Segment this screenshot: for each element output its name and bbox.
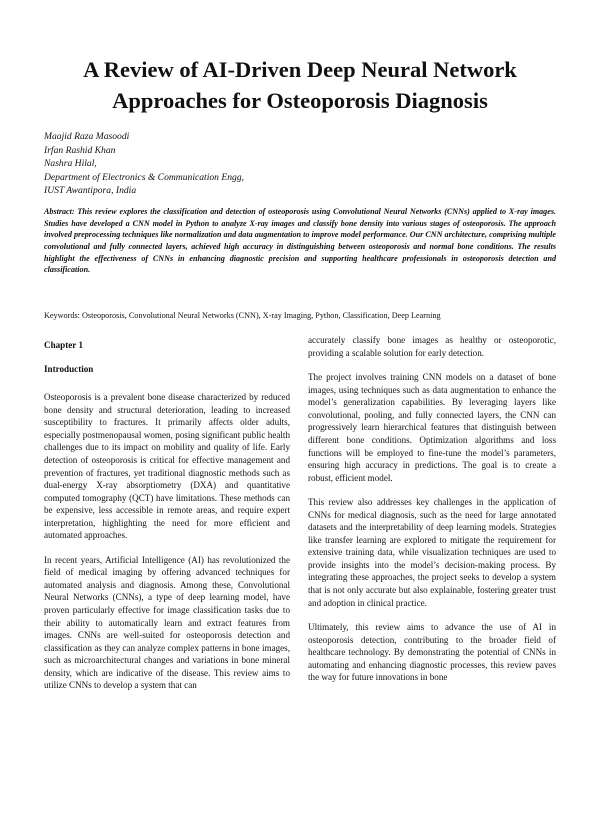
body-paragraph: The project involves training CNN models on a dataset of bone images, using techniques such as data augmentation to enhance the model’s generalization capabilities. By leveraging layers like convolutional, pooling, and fully connected layers, the CNN can progressively learn hierarchical features that distinguish between different bone conditions. Optimization algorithms and loss functions will be employed to fine-tune the model’s parameters, ensuring high accuracy in predictions. The goal is to create a robust, efficient model. — [308, 372, 556, 483]
paper-page — [0, 54, 600, 830]
author-location: IUST Awantipora, India — [44, 185, 137, 197]
right-column — [308, 334, 556, 704]
author-name: Maajid Raza Masoodi — [44, 131, 130, 142]
paper-title: A Review of AI-Driven Deep Neural Network Approaches for Osteoporosis Diagnosis — [83, 57, 517, 113]
body-paragraph: Ultimately, this review aims to advance the use of AI in osteoporosis detection, contributing to the broader field of healthcare technology. By demonstrating the potential of CNNs in automating and enhancing diagnostic processes, this review paves the way for future innovations in bone — [308, 622, 556, 683]
body-paragraph: In recent years, Artificial Intelligence (AI) has revolutionized the field of medical imaging by offering advanced techniques for automated analysis and diagnosis. Among these, Convolutional Neural Networks (CNNs), a type of deep learning model, have proven particularly effective for image classification tasks due to their ability to automatically learn and extract features from images. CNNs are well-suited for osteoporosis detection and classification as they can analyze complex patterns in bone images, such as microarchitectural changes and variations in bone mineral density, which are indicative of the disease. This review aims to utilize CNNs to develop a system that can — [44, 554, 290, 691]
author-name: Nashra Hilal, — [44, 158, 97, 170]
author-affiliation: Department of Electronics & Communication Engg, — [44, 171, 245, 183]
abstract: Abstract: This review explores the classification and detection of osteoporosis using Convolutional Neural Networks (CNNs) applied to X-ray images. Studies have developed a CNN model in Python to analyze X-ray images and classify bone density into various stages of osteoporosis. The approach involved preprocessing techniques like normalization and data augmentation to improve model performance. Our CNN architecture, comprising multiple convolutional and fully connected layers, achieved high accuracy in distinguishing between osteoporosis and normal bone conditions. The results highlight the effectiveness of CNNs in enhancing diagnostic precision and supporting healthcare professionals in osteoporosis detection and classification. — [44, 206, 556, 275]
body-paragraph: Osteoporosis is a prevalent bone disease characterized by reduced bone density and structural deterioration, leading to increased susceptibility to fractures. It primarily affects older adults, especially postmenopausal women, posing significant public health challenges due to its impact on mobility and quality of life. Early detection of osteoporosis is critical for effective management and prevention of fractures, yet traditional diagnostic methods such as dual-energy X-ray absorptiometry (DXA) and quantitative computed tomography (QCT) have limitations. These methods can be expensive, less accessible in remote areas, and require expert interpretation, highlighting the need for more efficient and automated approaches. — [44, 392, 290, 541]
author-name: Irfan Rashid Khan — [44, 144, 116, 156]
author-block — [44, 130, 556, 198]
left-column — [44, 334, 290, 704]
keywords: Keywords: Osteoporosis, Convolutional Neural Networks (CNN), X-ray Imaging, Python, Classification, Deep Learning — [44, 311, 441, 321]
body-paragraph: This review also addresses key challenges in the application of CNNs for medical diagnosis, such as the need for large annotated datasets and the interpretability of deep learning models. Strategies like transfer learning are explored to mitigate the requirement for extensive training data, while visualization techniques are used to provide insights into the model’s decision-making process. By integrating these approaches, the project seeks to develop a system that is not only accurate but also explainable, fostering greater trust and adoption in clinical practice. — [308, 497, 556, 608]
chapter-heading: Chapter 1 — [44, 340, 83, 351]
body-paragraph: accurately classify bone images as healthy or osteoporotic, providing a scalable solution for early detection. — [308, 335, 556, 358]
section-heading: Introduction — [44, 363, 94, 374]
body-columns — [44, 334, 556, 704]
